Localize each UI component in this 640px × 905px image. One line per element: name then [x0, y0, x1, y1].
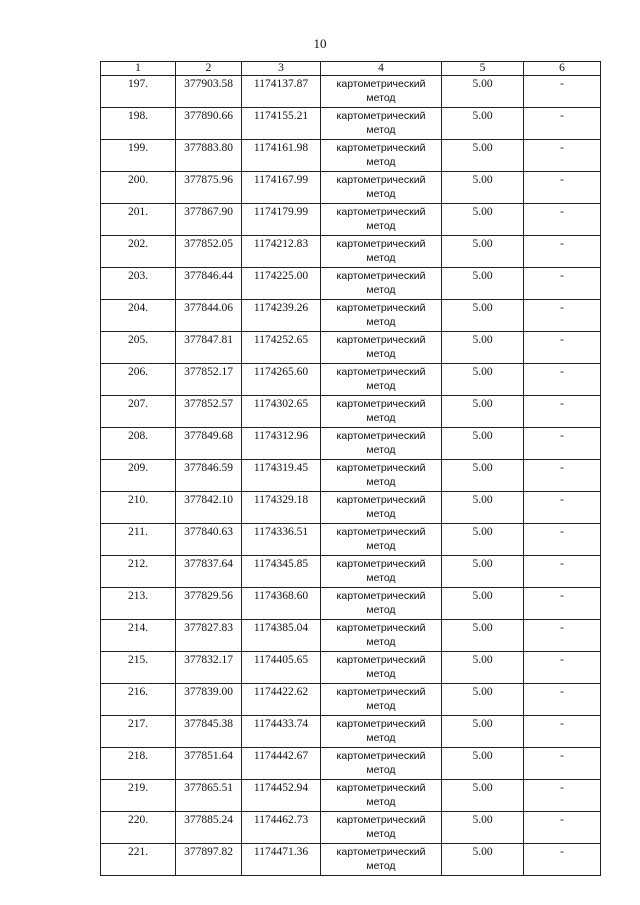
- accuracy-cell: 5.00: [442, 268, 524, 300]
- x-coordinate-cell: 377832.17: [176, 652, 242, 684]
- x-coordinate-cell: 377844.06: [176, 300, 242, 332]
- x-coordinate-cell: 377885.24: [176, 812, 242, 844]
- note-cell: -: [524, 556, 601, 588]
- point-number-cell: 209.: [101, 460, 176, 492]
- accuracy-cell: 5.00: [442, 300, 524, 332]
- method-cell: картометрический метод: [321, 556, 442, 588]
- accuracy-cell: 5.00: [442, 76, 524, 108]
- y-coordinate-cell: 1174179.99: [242, 204, 321, 236]
- note-cell: -: [524, 140, 601, 172]
- column-header: 6: [524, 62, 601, 76]
- accuracy-cell: 5.00: [442, 524, 524, 556]
- accuracy-cell: 5.00: [442, 396, 524, 428]
- note-cell: -: [524, 76, 601, 108]
- note-cell: -: [524, 268, 601, 300]
- y-coordinate-cell: 1174319.45: [242, 460, 321, 492]
- method-cell: картометрический метод: [321, 236, 442, 268]
- table-row: [101, 748, 601, 780]
- page-number: 10: [313, 36, 327, 51]
- x-coordinate-cell: 377883.80: [176, 140, 242, 172]
- y-coordinate-cell: 1174336.51: [242, 524, 321, 556]
- x-coordinate-cell: 377842.10: [176, 492, 242, 524]
- x-coordinate-cell: 377890.66: [176, 108, 242, 140]
- table-row: [101, 524, 601, 556]
- method-cell: картометрический метод: [321, 268, 442, 300]
- point-number-cell: 197.: [101, 76, 176, 108]
- x-coordinate-cell: 377852.17: [176, 364, 242, 396]
- table-row: [101, 460, 601, 492]
- accuracy-cell: 5.00: [442, 492, 524, 524]
- point-number-cell: 213.: [101, 588, 176, 620]
- point-number-cell: 202.: [101, 236, 176, 268]
- accuracy-cell: 5.00: [442, 236, 524, 268]
- method-cell: картометрический метод: [321, 812, 442, 844]
- note-cell: -: [524, 108, 601, 140]
- accuracy-cell: 5.00: [442, 460, 524, 492]
- table-row: [101, 268, 601, 300]
- accuracy-cell: 5.00: [442, 748, 524, 780]
- table-row: [101, 396, 601, 428]
- table-row: [101, 588, 601, 620]
- y-coordinate-cell: 1174462.73: [242, 812, 321, 844]
- note-cell: -: [524, 172, 601, 204]
- y-coordinate-cell: 1174137.87: [242, 76, 321, 108]
- method-cell: картометрический метод: [321, 748, 442, 780]
- method-cell: картометрический метод: [321, 108, 442, 140]
- table-header: [101, 62, 601, 76]
- column-header: 4: [321, 62, 442, 76]
- accuracy-cell: 5.00: [442, 684, 524, 716]
- y-coordinate-cell: 1174161.98: [242, 140, 321, 172]
- accuracy-cell: 5.00: [442, 364, 524, 396]
- point-number-cell: 198.: [101, 108, 176, 140]
- y-coordinate-cell: 1174155.21: [242, 108, 321, 140]
- method-cell: картометрический метод: [321, 300, 442, 332]
- note-cell: -: [524, 844, 601, 876]
- x-coordinate-cell: 377845.38: [176, 716, 242, 748]
- table-body: [101, 76, 601, 876]
- method-cell: картометрический метод: [321, 76, 442, 108]
- point-number-cell: 211.: [101, 524, 176, 556]
- point-number-cell: 210.: [101, 492, 176, 524]
- note-cell: -: [524, 652, 601, 684]
- method-cell: картометрический метод: [321, 428, 442, 460]
- table-row: [101, 108, 601, 140]
- table-row: [101, 652, 601, 684]
- x-coordinate-cell: 377865.51: [176, 780, 242, 812]
- accuracy-cell: 5.00: [442, 780, 524, 812]
- y-coordinate-cell: 1174471.36: [242, 844, 321, 876]
- table-row: [101, 364, 601, 396]
- x-coordinate-cell: 377847.81: [176, 332, 242, 364]
- accuracy-cell: 5.00: [442, 140, 524, 172]
- point-number-cell: 214.: [101, 620, 176, 652]
- column-header: 1: [101, 62, 176, 76]
- note-cell: -: [524, 300, 601, 332]
- y-coordinate-cell: 1174167.99: [242, 172, 321, 204]
- point-number-cell: 204.: [101, 300, 176, 332]
- table-row: [101, 556, 601, 588]
- note-cell: -: [524, 492, 601, 524]
- note-cell: -: [524, 236, 601, 268]
- note-cell: -: [524, 204, 601, 236]
- method-cell: картометрический метод: [321, 716, 442, 748]
- method-cell: картометрический метод: [321, 588, 442, 620]
- table-row: [101, 492, 601, 524]
- point-number-cell: 216.: [101, 684, 176, 716]
- x-coordinate-cell: 377897.82: [176, 844, 242, 876]
- method-cell: картометрический метод: [321, 684, 442, 716]
- method-cell: картометрический метод: [321, 620, 442, 652]
- point-number-cell: 206.: [101, 364, 176, 396]
- note-cell: -: [524, 364, 601, 396]
- x-coordinate-cell: 377851.64: [176, 748, 242, 780]
- table-row: [101, 844, 601, 876]
- method-cell: картометрический метод: [321, 652, 442, 684]
- y-coordinate-cell: 1174265.60: [242, 364, 321, 396]
- y-coordinate-cell: 1174302.65: [242, 396, 321, 428]
- point-number-cell: 212.: [101, 556, 176, 588]
- x-coordinate-cell: 377846.44: [176, 268, 242, 300]
- x-coordinate-cell: 377829.56: [176, 588, 242, 620]
- y-coordinate-cell: 1174225.00: [242, 268, 321, 300]
- table-row: [101, 172, 601, 204]
- y-coordinate-cell: 1174405.65: [242, 652, 321, 684]
- point-number-cell: 218.: [101, 748, 176, 780]
- y-coordinate-cell: 1174212.83: [242, 236, 321, 268]
- method-cell: картометрический метод: [321, 780, 442, 812]
- column-header: 3: [242, 62, 321, 76]
- note-cell: -: [524, 332, 601, 364]
- method-cell: картометрический метод: [321, 364, 442, 396]
- point-number-cell: 203.: [101, 268, 176, 300]
- point-number-cell: 207.: [101, 396, 176, 428]
- table-row: [101, 620, 601, 652]
- y-coordinate-cell: 1174422.62: [242, 684, 321, 716]
- point-number-cell: 201.: [101, 204, 176, 236]
- method-cell: картометрический метод: [321, 844, 442, 876]
- note-cell: -: [524, 524, 601, 556]
- x-coordinate-cell: 377852.57: [176, 396, 242, 428]
- note-cell: -: [524, 812, 601, 844]
- point-number-cell: 208.: [101, 428, 176, 460]
- accuracy-cell: 5.00: [442, 428, 524, 460]
- y-coordinate-cell: 1174252.65: [242, 332, 321, 364]
- note-cell: -: [524, 684, 601, 716]
- y-coordinate-cell: 1174345.85: [242, 556, 321, 588]
- x-coordinate-cell: 377837.64: [176, 556, 242, 588]
- table-row: [101, 140, 601, 172]
- x-coordinate-cell: 377852.05: [176, 236, 242, 268]
- table-row: [101, 684, 601, 716]
- accuracy-cell: 5.00: [442, 204, 524, 236]
- method-cell: картометрический метод: [321, 332, 442, 364]
- table-row: [101, 204, 601, 236]
- note-cell: -: [524, 780, 601, 812]
- method-cell: картометрический метод: [321, 204, 442, 236]
- table-row: [101, 812, 601, 844]
- accuracy-cell: 5.00: [442, 556, 524, 588]
- column-header: 2: [176, 62, 242, 76]
- column-header: 5: [442, 62, 524, 76]
- accuracy-cell: 5.00: [442, 332, 524, 364]
- table-row: [101, 236, 601, 268]
- x-coordinate-cell: 377840.63: [176, 524, 242, 556]
- y-coordinate-cell: 1174433.74: [242, 716, 321, 748]
- x-coordinate-cell: 377867.90: [176, 204, 242, 236]
- note-cell: -: [524, 716, 601, 748]
- x-coordinate-cell: 377839.00: [176, 684, 242, 716]
- table-row: [101, 428, 601, 460]
- note-cell: -: [524, 748, 601, 780]
- note-cell: -: [524, 428, 601, 460]
- table-row: [101, 780, 601, 812]
- method-cell: картометрический метод: [321, 396, 442, 428]
- point-number-cell: 219.: [101, 780, 176, 812]
- table-row: [101, 300, 601, 332]
- table-row: [101, 716, 601, 748]
- x-coordinate-cell: 377846.59: [176, 460, 242, 492]
- point-number-cell: 220.: [101, 812, 176, 844]
- accuracy-cell: 5.00: [442, 844, 524, 876]
- y-coordinate-cell: 1174452.94: [242, 780, 321, 812]
- accuracy-cell: 5.00: [442, 620, 524, 652]
- method-cell: картометрический метод: [321, 492, 442, 524]
- y-coordinate-cell: 1174368.60: [242, 588, 321, 620]
- accuracy-cell: 5.00: [442, 812, 524, 844]
- y-coordinate-cell: 1174442.67: [242, 748, 321, 780]
- method-cell: картометрический метод: [321, 172, 442, 204]
- accuracy-cell: 5.00: [442, 108, 524, 140]
- y-coordinate-cell: 1174239.26: [242, 300, 321, 332]
- accuracy-cell: 5.00: [442, 588, 524, 620]
- point-number-cell: 217.: [101, 716, 176, 748]
- point-number-cell: 215.: [101, 652, 176, 684]
- point-number-cell: 200.: [101, 172, 176, 204]
- y-coordinate-cell: 1174385.04: [242, 620, 321, 652]
- header-row: [101, 62, 601, 76]
- y-coordinate-cell: 1174312.96: [242, 428, 321, 460]
- note-cell: -: [524, 588, 601, 620]
- coordinates-table: [100, 61, 601, 876]
- y-coordinate-cell: 1174329.18: [242, 492, 321, 524]
- accuracy-cell: 5.00: [442, 716, 524, 748]
- method-cell: картометрический метод: [321, 460, 442, 492]
- note-cell: -: [524, 620, 601, 652]
- method-cell: картометрический метод: [321, 524, 442, 556]
- x-coordinate-cell: 377849.68: [176, 428, 242, 460]
- x-coordinate-cell: 377903.58: [176, 76, 242, 108]
- note-cell: -: [524, 460, 601, 492]
- accuracy-cell: 5.00: [442, 652, 524, 684]
- x-coordinate-cell: 377827.83: [176, 620, 242, 652]
- point-number-cell: 221.: [101, 844, 176, 876]
- x-coordinate-cell: 377875.96: [176, 172, 242, 204]
- point-number-cell: 205.: [101, 332, 176, 364]
- table-row: [101, 332, 601, 364]
- point-number-cell: 199.: [101, 140, 176, 172]
- method-cell: картометрический метод: [321, 140, 442, 172]
- note-cell: -: [524, 396, 601, 428]
- accuracy-cell: 5.00: [442, 172, 524, 204]
- table-row: [101, 76, 601, 108]
